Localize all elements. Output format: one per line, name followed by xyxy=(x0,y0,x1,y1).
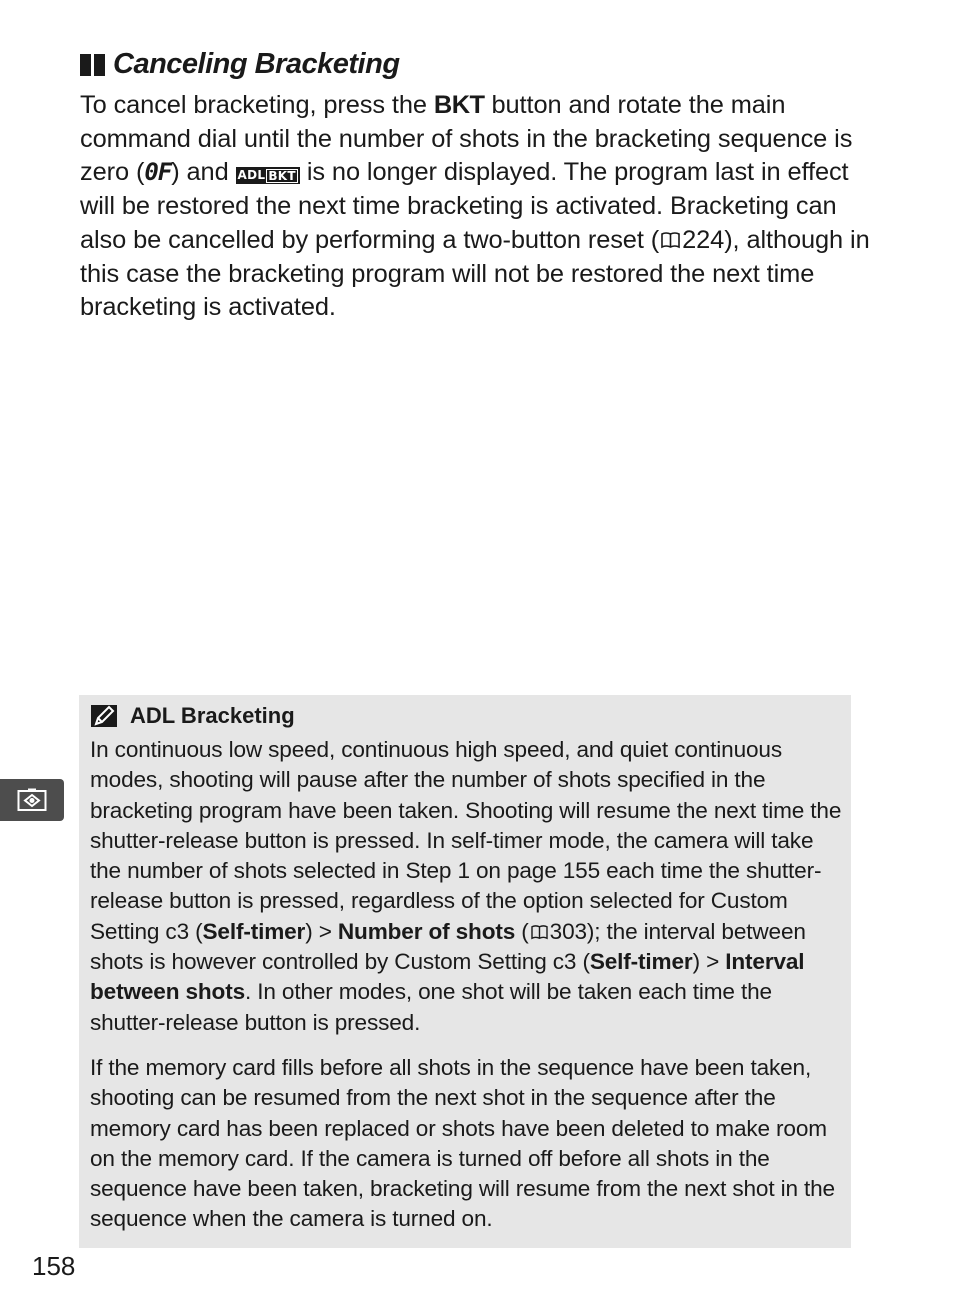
intro-text: ) and xyxy=(171,158,236,187)
note-body xyxy=(90,735,842,1235)
intro-text: To cancel bracketing, press the xyxy=(80,91,434,119)
note-text: ) > xyxy=(305,918,338,944)
heading-marker-icon xyxy=(80,54,105,76)
note-text: ); the interval between shots is however controlled by Custom Setting c3 ( xyxy=(90,918,806,975)
section-heading xyxy=(80,48,400,81)
note-paragraph: If the memory card fills before all shots in the sequence have been taken, shooting can be resumed from the next shot in the sequence after the memory card has been replaced or shots have been deleted to make room on the memory card. If the camera is turned off before all shots in the sequence have been taken, bracketing will resume from the next shot in the sequence when the camera is turned on. xyxy=(90,1054,835,1232)
note-text: ) > xyxy=(692,949,726,975)
zero-f-display: 0F xyxy=(144,158,172,187)
intro-text: is no longer displayed. The program last in effect will be restored the next time bracketing is activated. Bracketing can also be cancelled by performing a two-button reset ( xyxy=(80,158,849,254)
menu-item-number-of-shots: Number of shots xyxy=(337,918,516,944)
page-number: 158 xyxy=(32,1251,76,1281)
page-reference[interactable]: 303 xyxy=(549,918,587,944)
menu-item-interval-between-shots: Interval between shots xyxy=(90,949,805,1005)
adl-badge-left: ADL xyxy=(237,168,266,183)
page-reference[interactable]: 224 xyxy=(682,225,725,254)
adl-badge-right: BKT xyxy=(268,168,296,183)
chapter-side-tab[interactable] xyxy=(0,779,64,821)
intro-paragraph xyxy=(80,89,870,325)
heading-title: Canceling Bracketing xyxy=(113,48,400,80)
menu-item-self-timer: Self-timer xyxy=(202,918,306,944)
book-reference-icon xyxy=(531,925,548,940)
note-box xyxy=(79,695,851,1248)
intro-text: button and rotate the main command dial until the number of shots in the bracketing sequence is zero ( xyxy=(80,91,853,187)
note-text: ( xyxy=(515,918,529,944)
pencil-note-icon xyxy=(90,704,118,728)
note-title: ADL Bracketing xyxy=(130,703,295,728)
menu-item-self-timer: Self-timer xyxy=(589,949,693,975)
camera-shooting-icon xyxy=(17,788,47,812)
note-paragraph xyxy=(90,735,842,1038)
note-text: . In other modes, one shot will be taken each time the shutter-release button is pressed. xyxy=(90,979,772,1035)
adl-bkt-badge-icon xyxy=(236,167,300,184)
book-reference-icon xyxy=(661,232,680,249)
note-text: In continuous low speed, continuous high speed, and quiet continuous modes, shooting will pause after the number of shots specified in the bracketing program have been taken. Shooting will resume the next time the shutter-release button is pressed. In self-timer mode, the camera will take the number of shots selected in Step 1 on page 155 each time the shutter-release button is pressed, regardless of the option selected for Custom Setting c3 ( xyxy=(90,737,842,944)
note-header xyxy=(90,703,295,729)
intro-text: ), although in this case the bracketing program will not be restored the next time bracketing is activated. xyxy=(80,225,870,322)
bkt-button-label: BKT xyxy=(433,91,485,119)
